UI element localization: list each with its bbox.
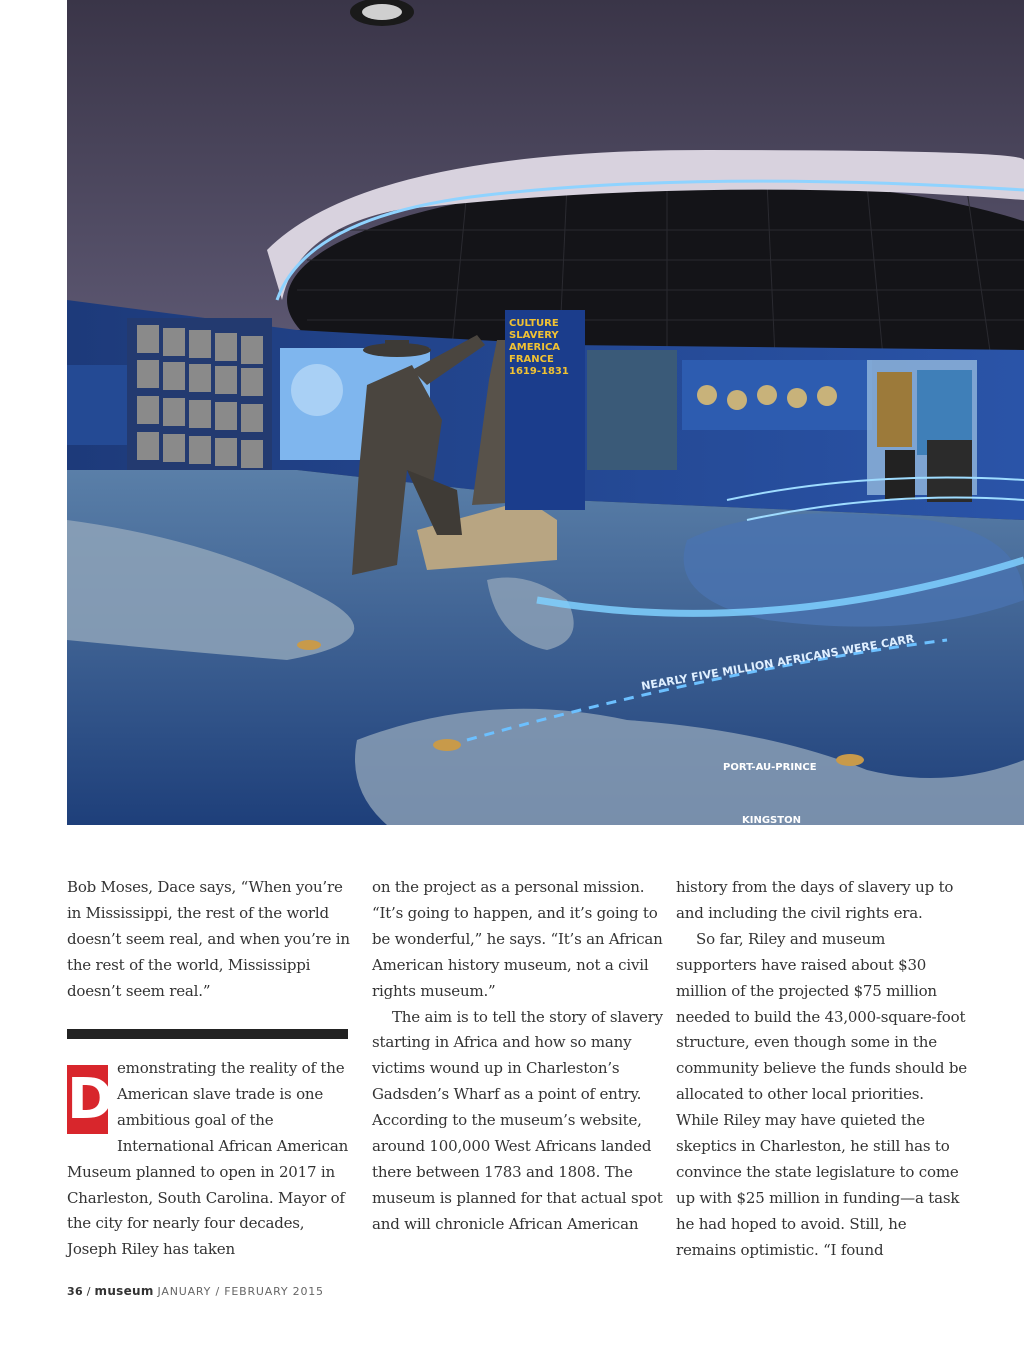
article-column-1 — [67, 875, 352, 1005]
wall-panel-title: CULTURE SLAVERY AMERICA FRANCE 1619-1831 — [509, 318, 569, 377]
floor-route-text: NEARLY FIVE MILLION AFRICANS WERE CARR — [640, 632, 916, 693]
lead-paragraph-text: emonstrating the reality of the American slave trade is one ambitious goal of the International African American Museum planned to open in 2017 in Charleston, South Carolina. Mayor of the city for nearly four decades, Joseph Riley has taken — [67, 1059, 349, 1259]
exhibit-photo — [67, 0, 1024, 825]
page-folio — [67, 1284, 324, 1298]
museum-gallery-illustration — [67, 0, 1024, 825]
magazine-name: museum — [94, 1284, 154, 1298]
article-paragraph: Bob Moses, Dace says, “When you’re in Mississippi, the rest of the world doesn’t seem real, and when you’re in the rest of the world, Mississippi doesn’t seem real.” — [67, 878, 350, 1000]
drop-cap: D — [67, 1067, 114, 1132]
floor-label-kingston: KINGSTON — [742, 815, 801, 825]
page-number: 36 — [67, 1285, 83, 1298]
article-paragraph: So far, Riley and museum supporters have raised about $30 million of the projected $75 million needed to build the 43,000-square-foot structure, even though some in the community believe the funds should be allocated to other local priorities. While Riley may have quieted the skeptics in Charleston, he still has to convince the state legislature to come up with $25 million in funding—a task he had hoped to avoid. Still, he remains optimistic. “I found — [676, 929, 967, 1259]
folio-separator: / — [86, 1285, 91, 1298]
article-column-2 — [372, 875, 664, 1238]
article-lead-paragraph — [67, 1056, 352, 1263]
article-paragraph: The aim is to tell the story of slavery starting in Africa and how so many victims wound up in Charleston’s Gadsden’s Wharf as a point of entry. According to the museum’s website, around 100,000 West Africans landed there between 1783 and 1808. The museum is planned for that actual spot and will chronicle African American — [372, 1007, 663, 1233]
article-paragraph: history from the days of slavery up to and including the civil rights era. — [676, 878, 954, 922]
issue-date: JANUARY / FEBRUARY 2015 — [157, 1285, 324, 1298]
article-column-3 — [676, 875, 968, 1264]
section-divider-rule — [67, 1029, 348, 1039]
article-paragraph: on the project as a personal mission. “It’s going to happen, and it’s going to be wonderful,” he says. “It’s an African American history museum, not a civil rights museum.” — [372, 878, 663, 1000]
floor-label-port-au-prince: PORT-AU-PRINCE — [723, 762, 817, 773]
